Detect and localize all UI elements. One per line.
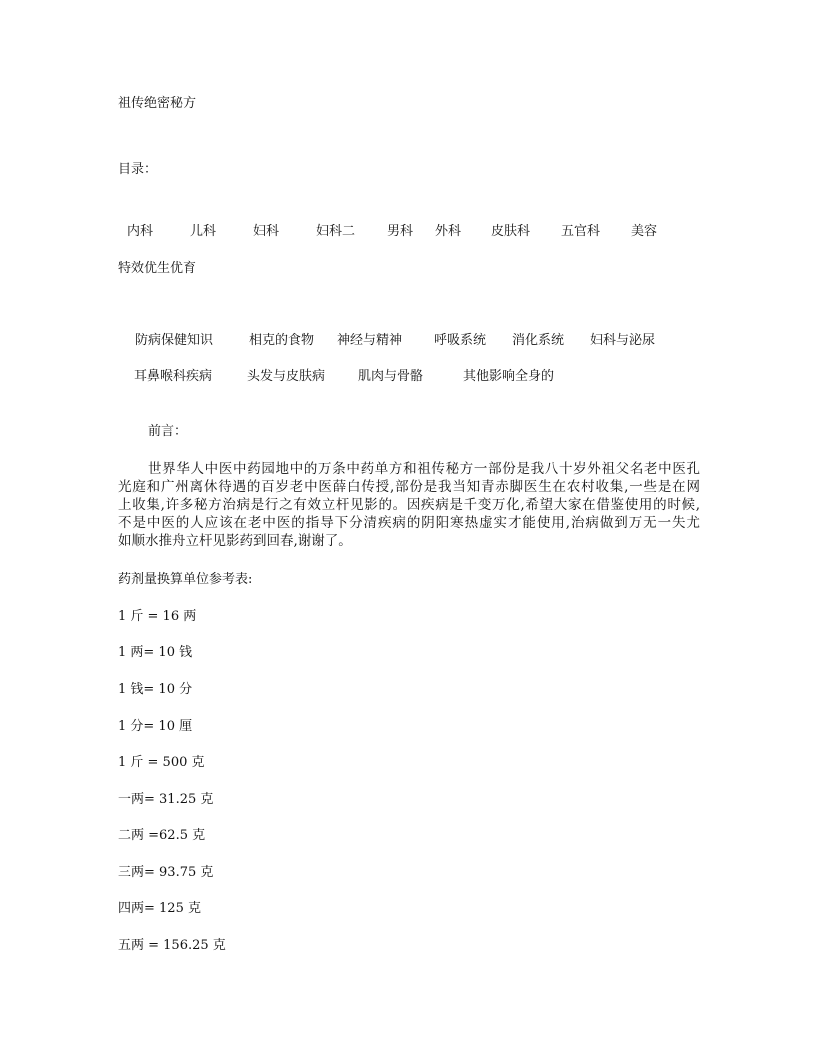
- unit-row: 1 两= 10 钱: [118, 645, 193, 660]
- toc-item: 妇科与泌尿: [590, 333, 656, 348]
- toc-label: 目录：: [118, 162, 158, 177]
- unit-row: 二两 =62.5 克: [118, 828, 206, 843]
- toc-item: 五官科: [561, 224, 601, 239]
- toc-item: 皮肤科: [491, 224, 531, 239]
- preface-line: 上收集,许多秘方治病是行之有效立杆见影的。因疾病是千变万化,希望大家在借鉴使用的时候,: [118, 497, 700, 513]
- preface-line: 不是中医的人应该在老中医的指导下分清疾病的阴阳寒热虚实才能使用,治病做到万无一失尤: [118, 515, 700, 531]
- toc-item: 外科: [435, 224, 462, 239]
- toc-item: 特效优生优育: [118, 261, 197, 276]
- unit-row: 四两= 125 克: [118, 901, 201, 916]
- unit-row: 1 斤 = 500 克: [118, 755, 205, 770]
- unit-row: 五两 = 156.25 克: [118, 938, 226, 953]
- toc-item: 男科: [387, 224, 414, 239]
- toc-item: 头发与皮肤病: [247, 369, 326, 384]
- toc-item: 儿科: [190, 224, 217, 239]
- toc-item: 呼吸系统: [434, 333, 487, 348]
- toc-item: 消化系统: [512, 333, 565, 348]
- toc-item: 美容: [631, 224, 658, 239]
- unit-row: 1 斤 = 16 两: [118, 609, 197, 624]
- document-title: 祖传绝密秘方: [118, 96, 197, 111]
- toc-item: 神经与精神: [337, 333, 403, 348]
- preface-line: 如顺水推舟立杆见影药到回春,谢谢了。: [118, 533, 352, 549]
- toc-item: 防病保健知识: [135, 333, 214, 348]
- toc-item: 妇科二: [316, 224, 356, 239]
- toc-item: 妇科: [253, 224, 280, 239]
- preface-line: 光庭和广州离休待遇的百岁老中医薛白传授,部份是我当知青赤脚医生在农村收集,一些是在网: [118, 479, 700, 495]
- unit-row: 1 分= 10 厘: [118, 719, 193, 734]
- preface-label: 前言：: [148, 424, 188, 439]
- toc-item: 相克的食物: [249, 333, 315, 348]
- unit-row: 一两= 31.25 克: [118, 792, 214, 807]
- unit-row: 1 钱= 10 分: [118, 682, 193, 697]
- unit-row: 三两= 93.75 克: [118, 865, 214, 880]
- toc-item: 肌肉与骨骼: [358, 369, 424, 384]
- toc-item: 耳鼻喉科疾病: [134, 369, 213, 384]
- toc-item: 内科: [127, 224, 154, 239]
- preface-line: 世界华人中医中药园地中的万条中药单方和祖传秘方一部份是我八十岁外祖父名老中医孔: [148, 461, 700, 477]
- toc-item: 其他影响全身的: [463, 369, 555, 384]
- units-title: 药剂量换算单位参考表:: [118, 572, 253, 587]
